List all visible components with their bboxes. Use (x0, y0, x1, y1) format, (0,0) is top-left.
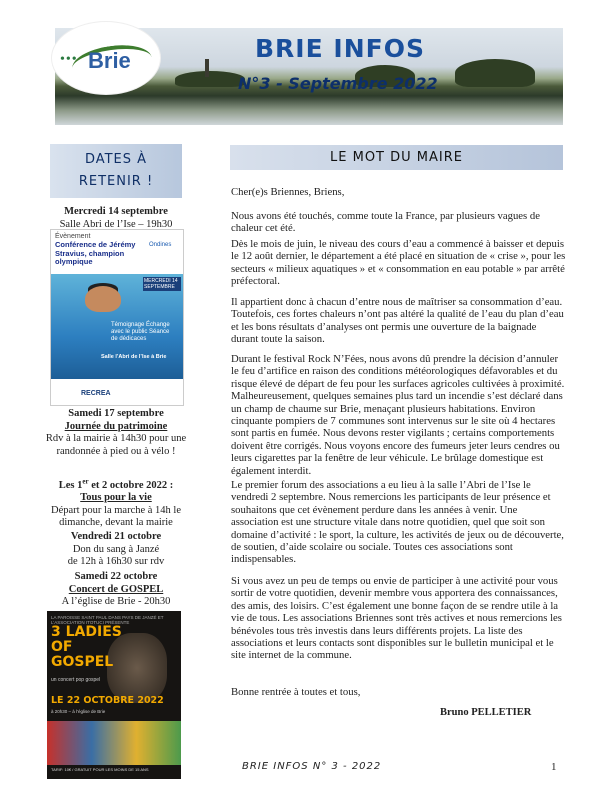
event-3 (44, 475, 188, 530)
event-line: Rdv à la mairie à 14h30 pour une randonnée à pied ou à vélo ! (45, 433, 187, 457)
poster-footer-logo: RECREA (81, 390, 111, 397)
issue-subtitle: N°3 - Septembre 2022 (238, 74, 438, 93)
letter-paragraph: Nous avons été touchés, comme toute la France, par plusieurs vagues de chaleur cet été. (231, 210, 540, 235)
gospel-poster-title (51, 625, 122, 670)
event-date: Samedi 17 septembre (68, 408, 164, 419)
gospel-title-line: OF (51, 639, 73, 655)
brie-logo: ••• Brie (52, 22, 160, 94)
letter-salutation: Cher(e)s Briennes, Briens, (231, 186, 345, 198)
letter-paragraph: Durant le festival Rock N’Fées, nous avons dû prendre la décision d’annuler le feu d’artifice en raison des conditions météorologiques défavorables et du risque élevé de départ de feu pour les surfaces agricoles cultivées à proximité. Malheureusement, quelques semaines plus tard un incendie s’est déclaré dans un champ de chaume sur Brie, menaçant plusieurs habitations. Environ cinquante pompiers de 7 communes sont intervenus sur le site où 4 hectares sont partis en fumée. Nous devons rester vigilants ; certains comportements doivent être corrigés. Nous voyons encore des fumeurs jeter leurs cendres ou leurs cigarettes par la fenêtre de leur véhicule. Le brûlage domestique est également interdit. (231, 353, 565, 477)
event-date: Samedi 22 octobre (74, 571, 158, 582)
gospel-poster-date: LE 22 OCTOBRE 2022 (51, 695, 164, 706)
gospel-poster-bottom: TARIF: 10€ / GRATUIT POUR LES MOINS DE 15 ANS (51, 767, 149, 772)
event-line: Salle Abri de l’Ise – 19h30 (59, 218, 173, 230)
gospel-poster (47, 611, 181, 779)
event-name: Tous pour la vie (80, 492, 152, 503)
poster-title: Conférence de Jérémy Stravius, champion olympique (55, 240, 136, 266)
event-date-prefix: Les 1 (58, 479, 83, 491)
poster-org: Ondines (149, 242, 172, 248)
dates-title-line1: DATES À (84, 152, 148, 167)
event-date: Vendredi 21 octobre (70, 531, 162, 542)
event-1 (44, 206, 188, 231)
section-title: LE MOT DU MAIRE (330, 150, 463, 165)
poster-footer (51, 380, 183, 405)
event-date-sup: er (82, 477, 89, 485)
letter-paragraph: Dès le mois de juin, le niveau des cours d’eau a commencé à baisser et depuis le 12 août dernier, le département a été placé en situation de « crise », pour les secteurs « milieux aquatiques » et « consommation en eau potable » par arrêté préfectoral. (231, 238, 566, 288)
conference-poster (50, 229, 184, 406)
swimmer-photo (85, 286, 121, 312)
newsletter-title: BRIE INFOS (255, 34, 425, 63)
signature: Bruno PELLETIER (440, 707, 532, 718)
gospel-poster-top: LA PAROISSE SAINT PAUL DANS PAYS DE JANZÉ ET L’ASSOCIATION ITOTUCI PRÉSENTE (51, 615, 164, 625)
event-date-rest: et 2 octobre 2022 : (88, 479, 174, 491)
letter-closing: Bonne rentrée à toutes et tous, (231, 686, 361, 698)
event-line: A l’église de Brie - 20h30 (61, 596, 171, 607)
event-2 (44, 408, 188, 458)
event-line: de 12h à 16h30 sur rdv (67, 556, 165, 567)
poster-header: Évènement (55, 233, 91, 240)
letter-paragraph: Si vous avez un peu de temps ou envie de participer à une activité pour vous sortir de votre quotidien, devenir membre vous apportera des connaissances, des amis, des loisirs. C’est également une bonne façon de se rendre utile à la vie de tous. Les associations Briennes sont très actives et nous remercions les bénévoles tous très investis dans leurs différents projets. La liste des associations et leurs contacts sont disponibles sur le bulletin municipal et le site internet de la commune. (231, 575, 562, 662)
logo-text: Brie (88, 48, 131, 73)
gospel-title-line: 3 LADIES (51, 624, 122, 640)
dates-title (55, 149, 177, 193)
singers-photo (47, 721, 181, 765)
gospel-title-line: GOSPEL (51, 654, 114, 670)
letter-paragraph: Il appartient donc à chacun d’entre nous de maîtriser sa consommation d’eau. Toutefois, ces fortes chaleurs n’ont pas altéré la qualité de l’eau du plan d’eau et les bons résultats d’analyses ont permis une ouverture de la baignade durant toute la saison. (231, 296, 564, 346)
event-date: Mercredi 14 septembre (64, 206, 168, 217)
footer-text: BRIE INFOS N° 3 - 2022 (242, 761, 382, 772)
gospel-poster-mid: un concert pop gospel (51, 677, 101, 683)
gospel-poster-sub: à 20h30 – à l’église de Brie (51, 709, 106, 714)
poster-venue: Salle l’Abri de l’Ise à Brie (101, 354, 167, 360)
dates-title-line2: RETENIR ! (78, 174, 154, 189)
poster-tagline: Témoignage Échange avec le public Séance de dédicaces (111, 322, 170, 342)
letter-paragraph: Le premier forum des associations a eu lieu à la salle l’Abri de l’Ise le vendredi 2 septembre. Nous remercions les participants de leur présence et souhaitons que cet évènement perdure dans les années à venir. Une association est une structure vitale dans notre quotidien, quel que soit son domaine d’activité : le sport, la culture, les activités de jeux ou de découverte, de soutien, d’aide scolaire ou sociale. Toutes ces associations sont indispensables. (231, 479, 564, 566)
poster-date: MERCREDI 14 SEPTEMBRE (143, 277, 181, 291)
event-5 (44, 571, 188, 609)
page-number: 1 (551, 761, 557, 773)
event-name: Journée du patrimoine (64, 420, 168, 432)
event-line: Départ pour la marche à 14h le dimanche, devant la mairie (50, 504, 182, 528)
event-line: Don du sang à Janzé (72, 543, 160, 555)
event-name: Concert de GOSPEL (68, 583, 164, 595)
event-4 (44, 531, 188, 569)
